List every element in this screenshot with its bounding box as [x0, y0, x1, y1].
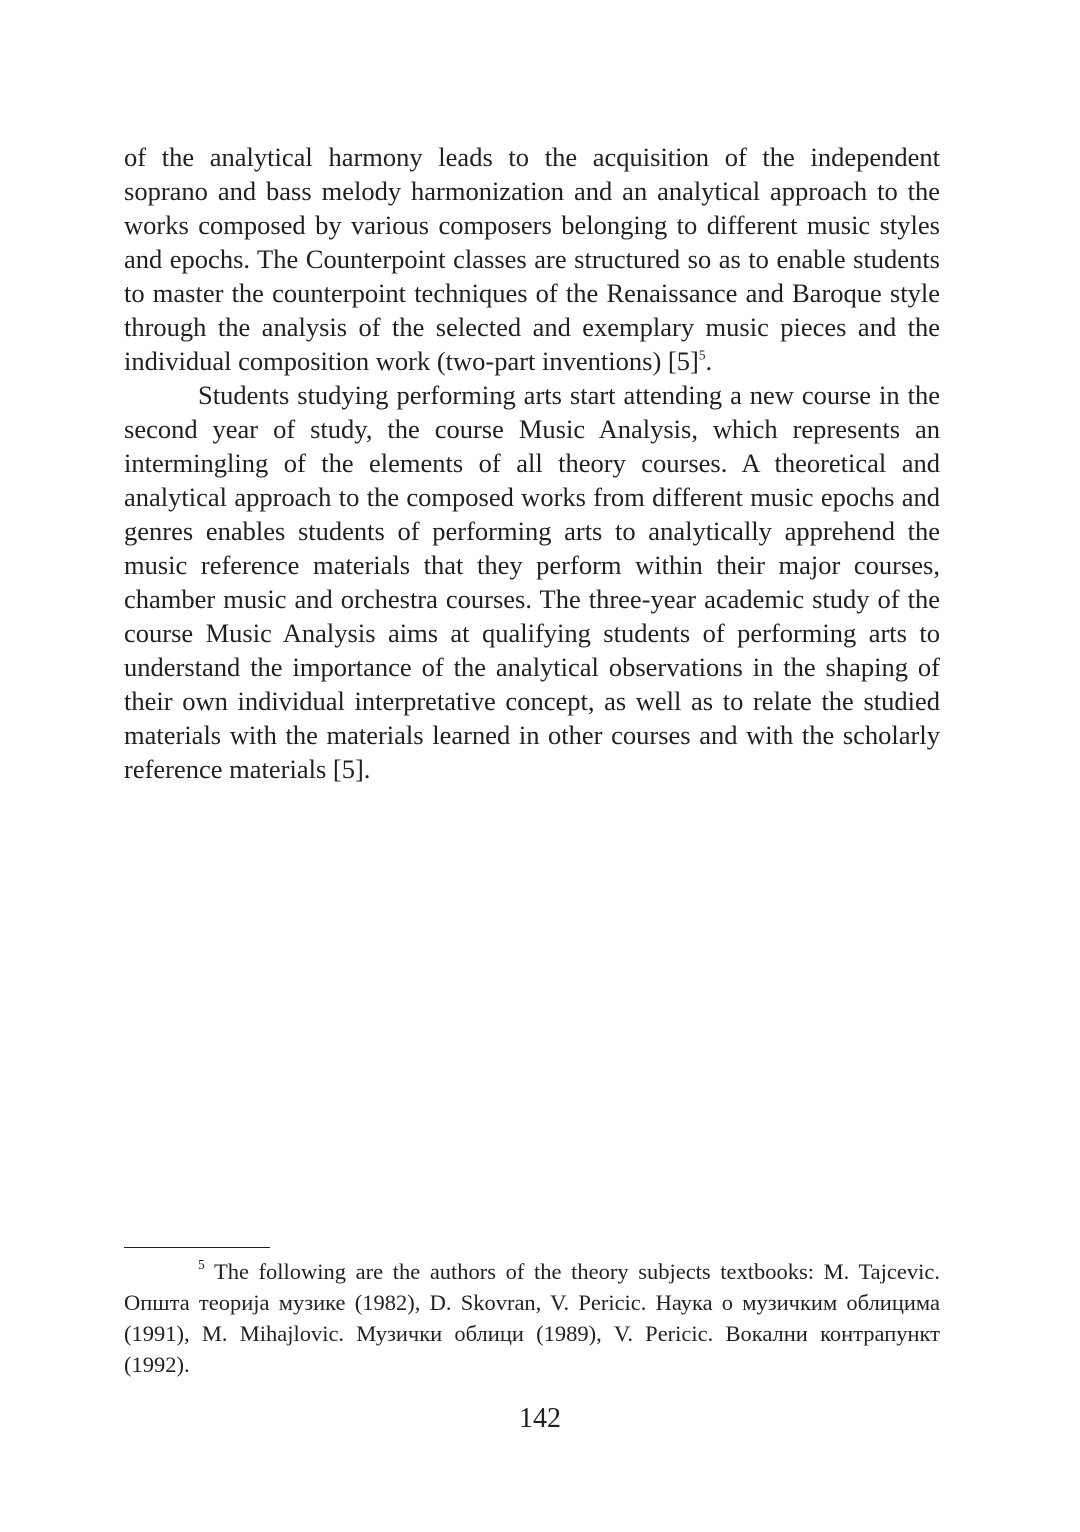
paragraph-1 [124, 140, 940, 378]
footnote-separator [124, 1247, 270, 1248]
footnote-marker: 5 [198, 1256, 205, 1272]
footnote-reference[interactable]: 5 [698, 347, 706, 363]
paragraph-1-text: of the analytical harmony leads to the acquisition of the independent soprano and bass melody harmonization and an analytical approach to the works composed by various composers belonging to different music styles and epochs. The Counterpoint classes are structured so as to enable students to master the counterpoint techniques of the Renaissance and Baroque style through the analysis of the selected and exemplary music pieces and the individual composition work (two-part inventions) [5] [124, 142, 940, 376]
body-text [124, 140, 940, 786]
paragraph-1-end: . [705, 346, 713, 376]
footnote [124, 1256, 940, 1380]
page-number: 142 [519, 1403, 561, 1434]
footnote-text: The following are the authors of the theory subjects textbooks: M. Tajcevic. Општа теорија музике (1982), D. Skovran, V. Pericic. Наука о музичким облицима (1991), M. Mihajlovic. Музички облици (1989), V. Pericic. Вокални контрапункт (1992). [124, 1259, 940, 1377]
paragraph-2: Students studying performing arts start attending a new course in the second year of study, the course Music Analysis, which represents an intermingling of the elements of all theory courses. A theoretical and analytical approach to the composed works from different music epochs and genres enables students of performing arts to analytically apprehend the music reference materials that they perform within their major courses, chamber music and orchestra courses. The three-year academic study of the course Music Analysis aims at qualifying students of performing arts to understand the importance of the analytical observations in the shaping of their own individual interpretative concept, as well as to relate the studied materials with the materials learned in other courses and with the scholarly reference materials [5]. [124, 380, 940, 784]
